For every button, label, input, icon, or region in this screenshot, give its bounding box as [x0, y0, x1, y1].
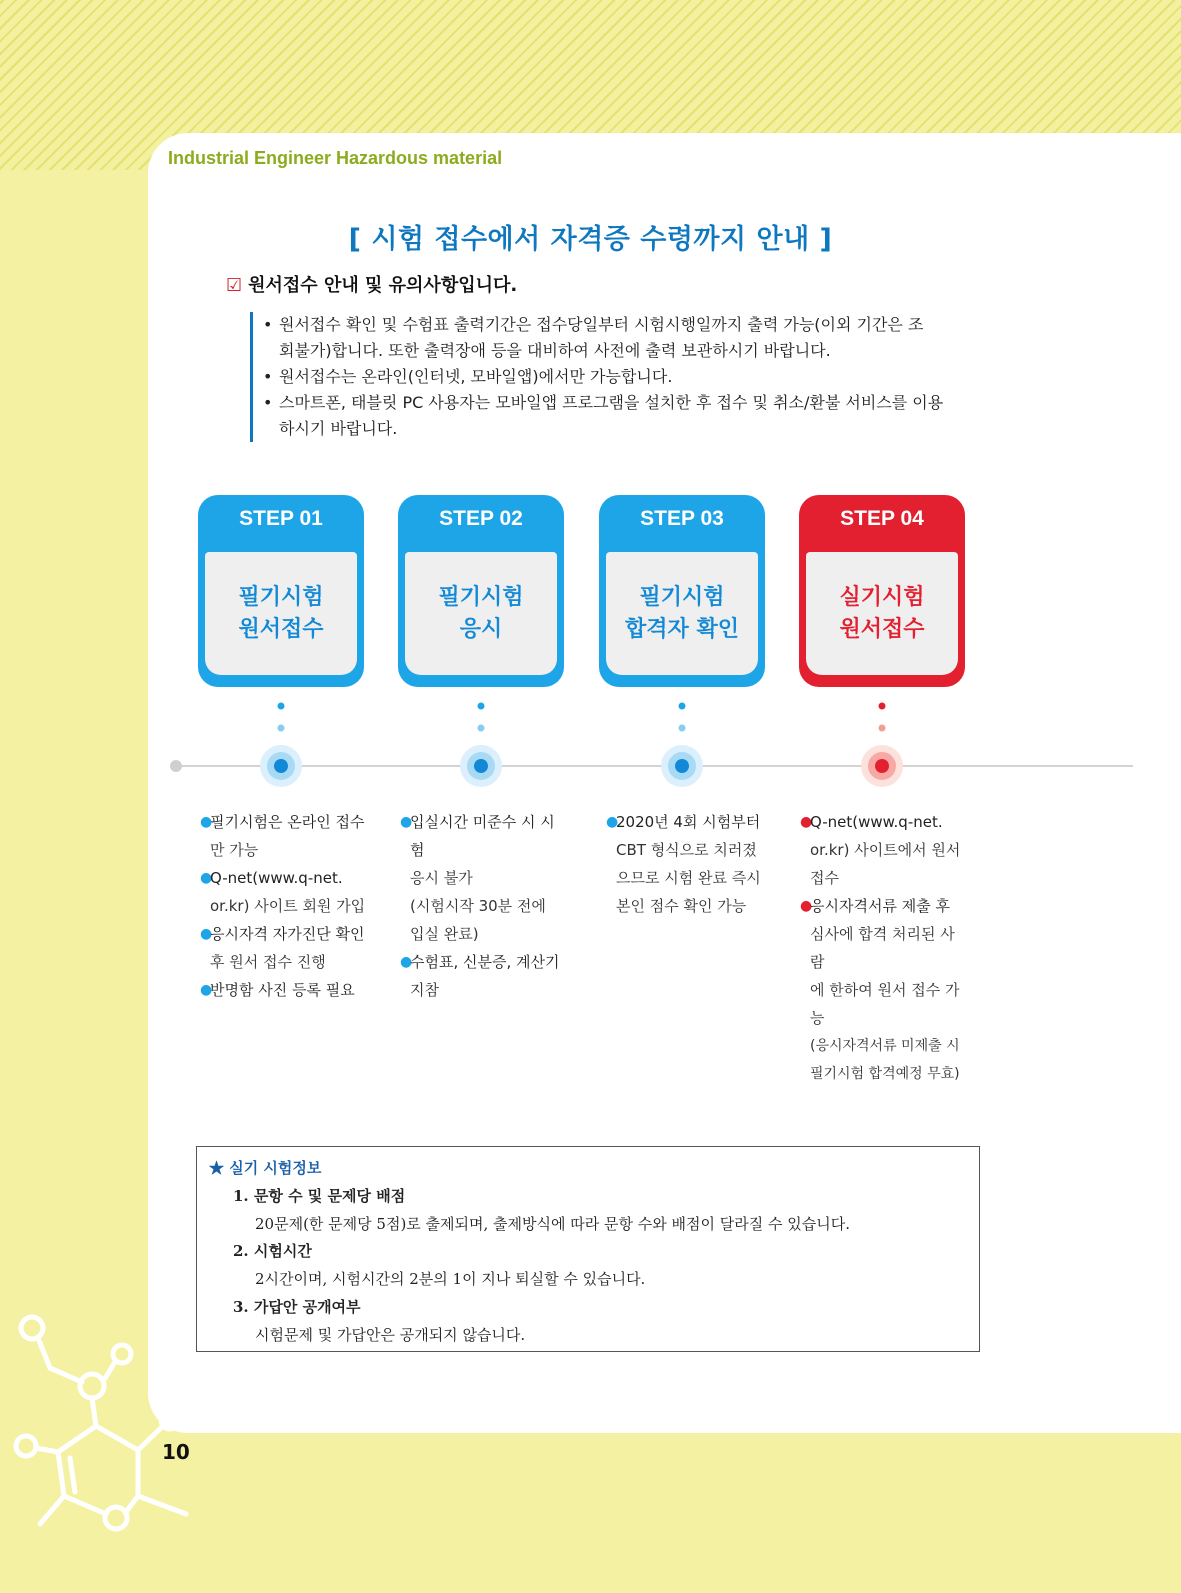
- bullet-icon: •: [263, 393, 273, 412]
- step-card-02: [398, 495, 564, 687]
- step-body: 필기시험 응시: [405, 552, 557, 675]
- step-body: 필기시험 합격자 확인: [606, 552, 758, 675]
- info-text-2: 2시간이며, 시험시간의 2분의 1이 지나 퇴실할 수 있습니다.: [255, 1270, 646, 1288]
- step-timeline: [0, 700, 1181, 800]
- notice-item-continued: 회불가)합니다. 또한 출력장애 등을 대비하여 사전에 출력 보관하시기 바랍니다.: [279, 341, 831, 360]
- info-heading-3: 3. 가답안 공개여부: [233, 1298, 361, 1316]
- step-label: STEP 01: [239, 507, 323, 530]
- step-card-01: [198, 495, 364, 687]
- timeline-node-03: [661, 703, 703, 788]
- subheading-text: 원서접수 안내 및 유의사항입니다.: [248, 275, 518, 296]
- notice-subheading: [226, 271, 517, 297]
- step-card-04: [799, 495, 965, 687]
- info-text-1: 20문제(한 문제당 5점)로 출제되며, 출제방식에 따라 문항 수와 배점이 달라질 수 있습니다.: [255, 1215, 850, 1233]
- timeline-node-04: [861, 703, 903, 788]
- step-label: STEP 04: [840, 507, 924, 530]
- book-header-title: Industrial Engineer Hazardous material: [168, 148, 503, 168]
- step-03-description: ● 2020년 4회 시험부터 CBT 형식으로 치러졌 으므로 시험 완료 즉시 본인 점수 확인 가능: [606, 813, 761, 915]
- notice-item-continued: 하시기 바랍니다.: [279, 419, 398, 438]
- bullet-icon: •: [263, 315, 273, 334]
- timeline-start-dot: [170, 760, 182, 772]
- timeline-node-02: [460, 703, 502, 788]
- step-02-description: ● 입실시간 미준수 시 시험 응시 불가 (시험시작 30분 전에 입실 완료) ● 수험표, 신분증, 계산기 지참: [400, 813, 560, 999]
- step-label: STEP 03: [640, 507, 724, 530]
- info-heading-2: 2. 시험시간: [233, 1242, 312, 1260]
- step-04-description: ● Q-net(www.q-net. or.kr) 사이트에서 원서 접수 ● 응시자격서류 제출 후 심사에 합격 처리된 사람 에 한하여 원서 접수 가능 (응시자격서류 미제출 시 필기시험 합격예정 무효): [800, 813, 961, 1082]
- notice-list: [250, 312, 979, 442]
- notice-item: • 원서접수는 온라인(인터넷, 모바일앱)에서만 가능합니다.: [263, 364, 979, 390]
- step-body: 실기시험 원서접수: [806, 552, 958, 675]
- step-body: 필기시험 원서접수: [205, 552, 357, 675]
- checkbox-icon: ☑: [226, 275, 243, 296]
- page-number: 10: [162, 1440, 190, 1464]
- timeline-node-01: [260, 703, 302, 788]
- step-card-03: [599, 495, 765, 687]
- info-title: ★ 실기 시험정보: [209, 1159, 322, 1177]
- step-01-description: ● 필기시험은 온라인 접수 만 가능 ● Q-net(www.q-net. or.kr) 사이트 회원 가입 ● 응시자격 자가진단 확인 후 원서 접수 진행 ● 반명함 사진 등록 필요: [200, 813, 366, 999]
- info-heading-1: 1. 문항 수 및 문제당 배점: [233, 1187, 406, 1205]
- bullet-icon: •: [263, 367, 273, 386]
- info-text-3: 시험문제 및 가답안은 공개되지 않습니다.: [255, 1326, 526, 1344]
- notice-item: • 스마트폰, 태블릿 PC 사용자는 모바일앱 프로그램을 설치한 후 접수 및 취소/환불 서비스를 이용: [263, 390, 979, 416]
- notice-item: • 원서접수 확인 및 수험표 출력기간은 접수당일부터 시험시행일까지 출력 가능(이외 기간은 조: [263, 312, 979, 338]
- page-title: [ 시험 접수에서 자격증 수령까지 안내 ]: [348, 224, 833, 255]
- practical-exam-info-box: [196, 1146, 980, 1352]
- step-label: STEP 02: [439, 507, 523, 530]
